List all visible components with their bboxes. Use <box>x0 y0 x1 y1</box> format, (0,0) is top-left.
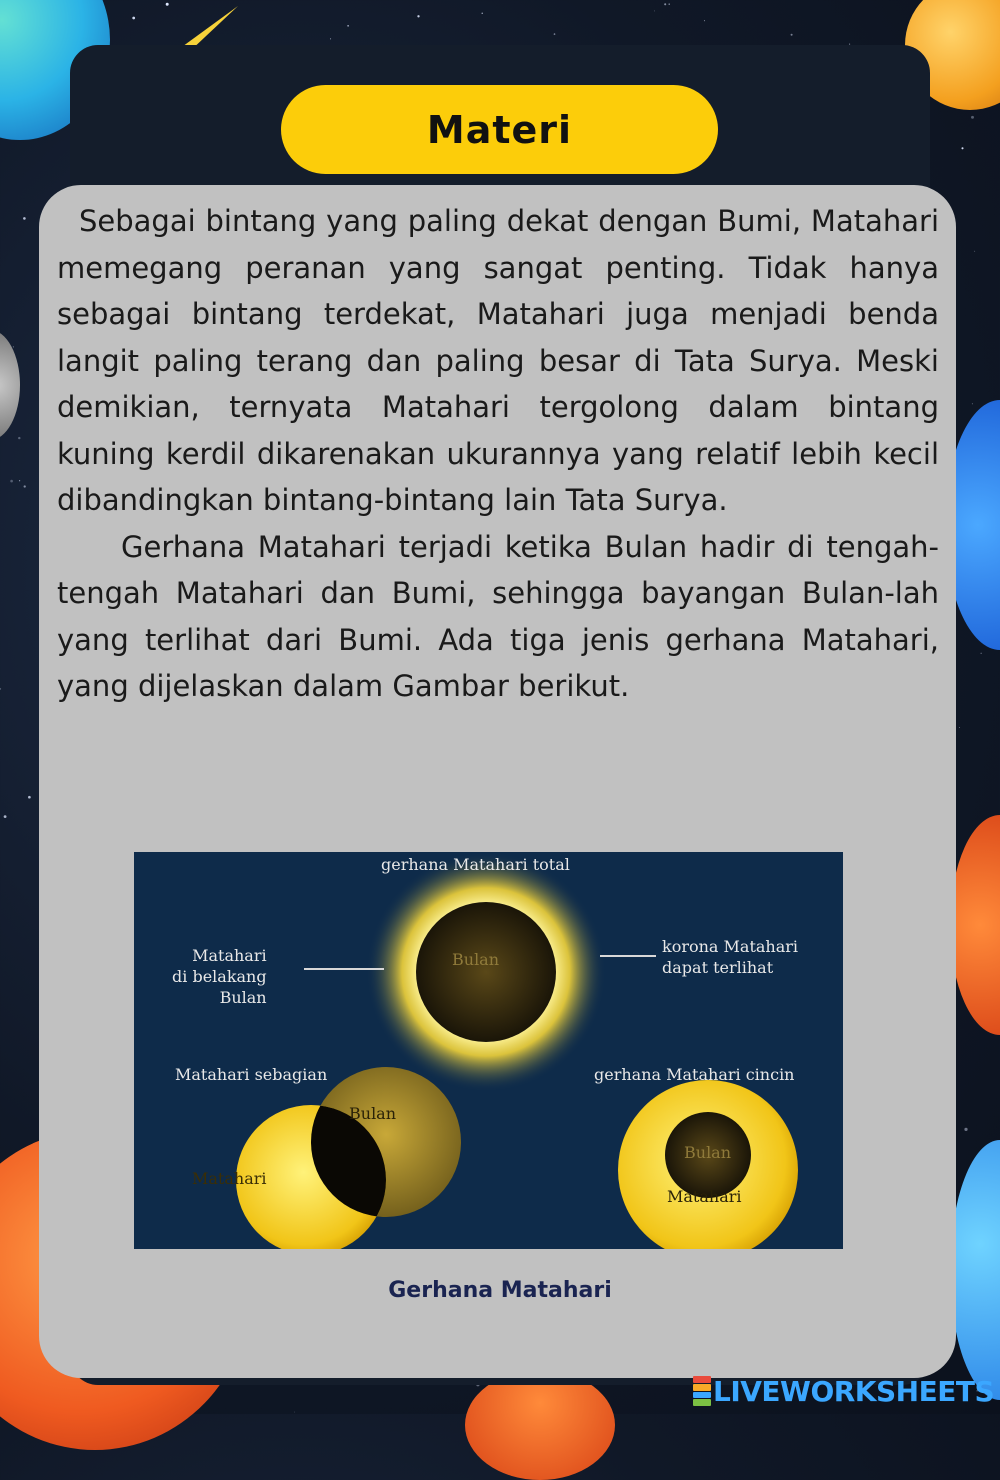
star <box>4 815 7 818</box>
eclipse-figure <box>134 852 843 1249</box>
star <box>664 3 666 5</box>
logo-text: LIVEWORKSHEETS <box>713 1374 995 1408</box>
logo-bar-1 <box>693 1376 711 1383</box>
paragraph-2: Gerhana Matahari terjadi ketika Bulan hadir di tengah-tengah Matahari dan Bumi, sehingga bayangan Bulan-lah yang terlihat dari Bumi. Ada tiga jenis gerhana Matahari, yang dijelaskan dalam Gambar berikut. <box>57 529 939 703</box>
star <box>294 1412 295 1413</box>
right-note-line-2: dapat terlihat <box>662 958 774 977</box>
star <box>554 33 556 35</box>
star <box>959 727 960 728</box>
star <box>964 1128 967 1131</box>
left-note-line-3: Bulan <box>219 988 267 1007</box>
logo-bar-3 <box>693 1392 711 1399</box>
left-note-line-2: di belakang <box>172 967 267 986</box>
star <box>28 796 31 799</box>
page-title: Materi <box>426 107 573 152</box>
star <box>654 10 655 11</box>
liveworksheets-logo <box>693 1373 994 1409</box>
title-banner <box>281 85 718 174</box>
star <box>19 480 20 481</box>
star <box>669 3 670 4</box>
left-note <box>172 945 267 1008</box>
star <box>18 437 20 439</box>
body-text <box>57 198 939 710</box>
star <box>23 217 26 220</box>
right-note <box>662 936 798 978</box>
total-moon-label: Bulan <box>452 950 500 969</box>
star <box>974 251 975 252</box>
liveworksheets-mark-icon <box>693 1376 711 1406</box>
star <box>24 485 26 487</box>
star <box>347 25 348 26</box>
star <box>330 38 331 39</box>
figure-caption: Gerhana Matahari <box>388 1278 612 1303</box>
annular-moon-label: Bulan <box>684 1143 732 1162</box>
annular-sun-label: Matahari <box>667 1187 742 1206</box>
star <box>791 34 793 36</box>
red-planet-bottom-center <box>465 1370 615 1480</box>
star <box>482 13 483 14</box>
star <box>981 653 982 654</box>
star <box>13 346 14 347</box>
paragraph-1: Sebagai bintang yang paling dekat dengan Bumi, Matahari memegang peranan yang sangat penting. Tidak hanya sebagai bintang terdekat, Matahari juga menjadi benda langit paling terang dan paling besar di Tata Surya. Meski demikian, ternyata Matahari tergolong dalam bintang kuning kerdil dikarenakan ukurannya yang relatif lebih kecil dibandingkan bintang-bintang lain Tata Surya. <box>57 204 939 517</box>
total-eclipse-moon <box>416 902 556 1042</box>
star <box>961 147 963 149</box>
star <box>10 480 13 483</box>
star <box>132 17 135 20</box>
left-note-line-1: Matahari <box>192 946 267 965</box>
star <box>417 15 419 17</box>
star <box>704 20 705 21</box>
logo-bar-4 <box>693 1399 711 1406</box>
star <box>972 403 973 404</box>
partial-sun-label: Matahari <box>192 1169 267 1188</box>
right-note-line-1: korona Matahari <box>662 937 799 956</box>
star <box>971 116 974 119</box>
partial-eclipse-title: Matahari sebagian <box>175 1065 328 1084</box>
logo-bar-2 <box>693 1384 711 1391</box>
annular-eclipse-title: gerhana Matahari cincin <box>594 1065 795 1084</box>
partial-moon-label: Bulan <box>349 1104 397 1123</box>
star <box>0 688 1 690</box>
total-eclipse-title: gerhana Matahari total <box>381 855 570 874</box>
